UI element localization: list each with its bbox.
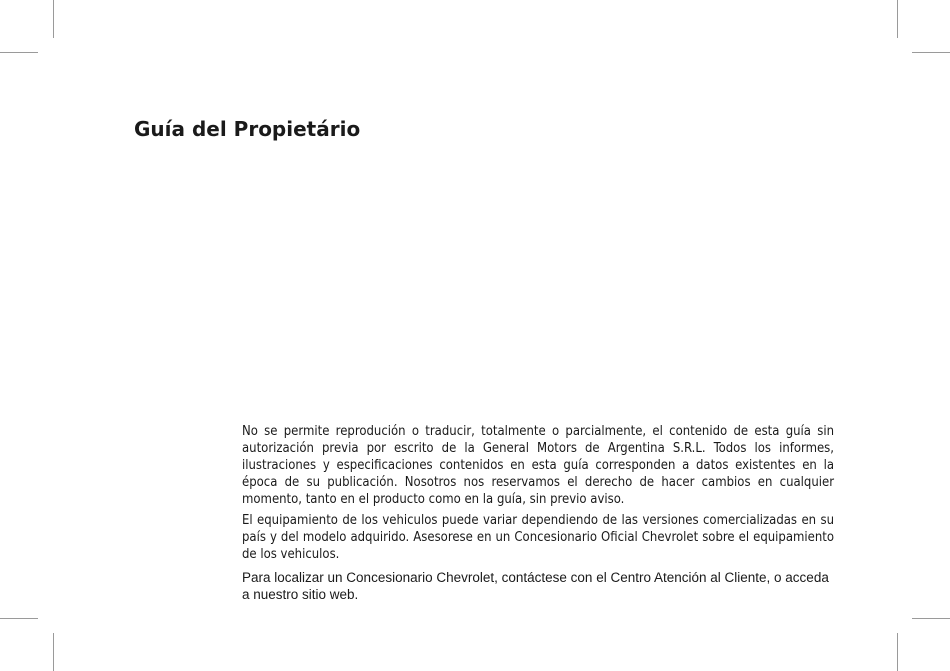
crop-mark-bottom-left-vertical — [53, 633, 54, 671]
disclaimer-text-block — [242, 423, 834, 607]
crop-mark-bottom-right-vertical — [897, 633, 898, 671]
crop-mark-bottom-right-horizontal — [912, 618, 950, 619]
crop-mark-top-right-vertical — [897, 0, 898, 38]
page-title: Guía del Propietário — [134, 117, 361, 141]
dealer-contact-paragraph: Para localizar un Concesionario Chevrolet, contáctese con el Centro Atención al Cliente, o acceda a nuestro sitio web. — [242, 570, 829, 602]
crop-mark-top-right-horizontal — [912, 52, 950, 53]
crop-mark-top-left-horizontal — [0, 52, 38, 53]
copyright-paragraph: No se permite reprodución o traducir, totalmente o parcialmente, el contenido de esta guía sin autorización previa por escrito de la General Motors de Argentina S.R.L. Todos los informes, ilustraciones y especificaciones contenidos en esta guía corresponden a datos existentes en la época de su publicación. Nosotros nos reservamos el derecho de hacer cambios en cualquier momento, tanto en el producto como en la guía, sin previo aviso. — [242, 424, 834, 507]
crop-mark-bottom-left-horizontal — [0, 618, 38, 619]
equipment-paragraph: El equipamiento de los vehiculos puede variar dependiendo de las versiones comercializadas en su país y del modelo adquirido. Asesorese en un Concesionario Oficial Chevrolet sobre el equipamiento de los vehiculos. — [242, 513, 834, 562]
crop-mark-top-left-vertical — [53, 0, 54, 38]
